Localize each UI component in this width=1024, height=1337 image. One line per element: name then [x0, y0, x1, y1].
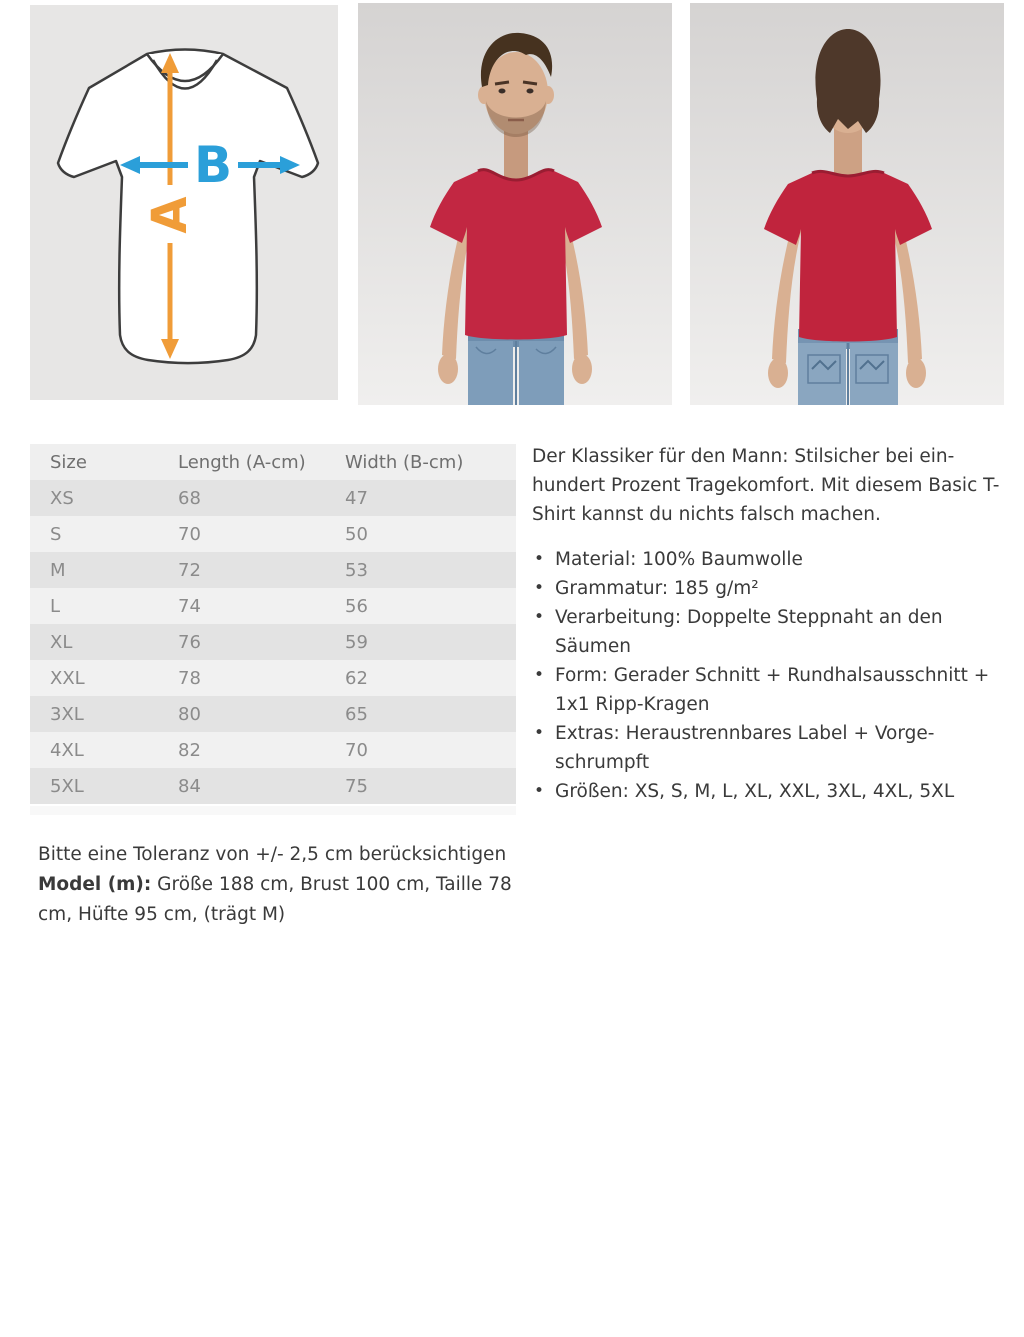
size-table-cell: 62 [345, 667, 368, 689]
model-info [38, 870, 530, 930]
model-front-illustration [358, 3, 672, 405]
feature-item: • Verarbeitung: Doppelte Steppnaht an den Säumen [532, 603, 1010, 661]
size-table-row [30, 516, 516, 552]
size-table-row [30, 624, 516, 660]
description-intro: Der Klassiker für den Mann: Stilsicher bei einhundert Prozent Tragekomfort. Mit diesem Basic T-Shirt kannst du nichts falsch machen. [532, 446, 1000, 525]
size-table-row [30, 732, 516, 768]
size-table-cell: 65 [345, 703, 368, 725]
feature-item: • Grammatur: 185 g/m² [532, 574, 1010, 603]
size-table-cell: 59 [345, 631, 368, 653]
table-fade-strip [30, 806, 516, 815]
size-table-cell: 47 [345, 487, 368, 509]
model-info-details: Größe 188 cm, Brust 100 cm, Taille 78 cm, Hüfte 95 cm, (trägt M) [38, 874, 512, 925]
size-table-row [30, 768, 516, 804]
size-table-cell: XS [50, 487, 74, 509]
size-table-row [30, 696, 516, 732]
model-info-label: Model (m): [38, 874, 152, 895]
size-table-cell: 74 [178, 595, 201, 617]
size-table-cell: 53 [345, 559, 368, 581]
size-table [30, 444, 516, 804]
size-table-body [30, 480, 516, 804]
size-table-header-row [30, 444, 516, 480]
feature-item: • Größen: XS, S, M, L, XL, XXL, 3XL, 4XL, 5XL [532, 777, 1010, 806]
size-table-header-cell: Width (B-cm) [345, 451, 464, 473]
feature-item: • Form: Gerader Schnitt + Rundhalsausschnitt + 1x1 Ripp-Kragen [532, 661, 1010, 719]
size-table-row [30, 480, 516, 516]
length-label-a: A [142, 196, 198, 234]
model-back-photo [690, 3, 1004, 405]
feature-list [532, 545, 1010, 806]
size-table-cell: XL [50, 631, 73, 653]
size-table-cell: 82 [178, 739, 201, 761]
model-back-illustration [690, 3, 1004, 405]
size-table-header-cell: Size [50, 451, 87, 473]
size-table-cell: 75 [345, 775, 368, 797]
size-table-cell: 3XL [50, 703, 84, 725]
size-table-row [30, 552, 516, 588]
size-table-cell: XXL [50, 667, 85, 689]
size-table-cell: M [50, 559, 66, 581]
tolerance-note: Bitte eine Toleranz von +/- 2,5 cm berücksichtigen [38, 844, 507, 865]
size-table-cell: 72 [178, 559, 201, 581]
size-table-row [30, 588, 516, 624]
size-table-cell: 5XL [50, 775, 84, 797]
size-table-section [30, 444, 516, 804]
size-table-cell: 68 [178, 487, 201, 509]
size-diagram-image [30, 5, 338, 400]
size-table-cell: 80 [178, 703, 201, 725]
measurement-notes [38, 840, 530, 930]
size-table-cell: L [50, 595, 61, 617]
tshirt-measurement-diagram [30, 5, 338, 400]
size-table-row [30, 660, 516, 696]
width-label-b: B [193, 136, 233, 194]
size-table-header-cell: Length (A-cm) [178, 451, 306, 473]
product-description [532, 442, 1010, 806]
size-table-cell: 84 [178, 775, 201, 797]
model-front-photo [358, 3, 672, 405]
size-table-cell: 50 [345, 523, 368, 545]
size-table-cell: 78 [178, 667, 201, 689]
size-table-cell: 4XL [50, 739, 84, 761]
size-table-cell: S [50, 523, 62, 545]
feature-item: • Material: 100% Baumwolle [532, 545, 1010, 574]
size-table-cell: 56 [345, 595, 368, 617]
feature-item: • Extras: Heraustrennbares Label + Vorgeschrumpft [532, 719, 1010, 777]
size-table-cell: 76 [178, 631, 201, 653]
hair-back [815, 29, 880, 133]
model-head-back [815, 29, 880, 133]
size-table-cell: 70 [178, 523, 201, 545]
size-table-cell: 70 [345, 739, 368, 761]
